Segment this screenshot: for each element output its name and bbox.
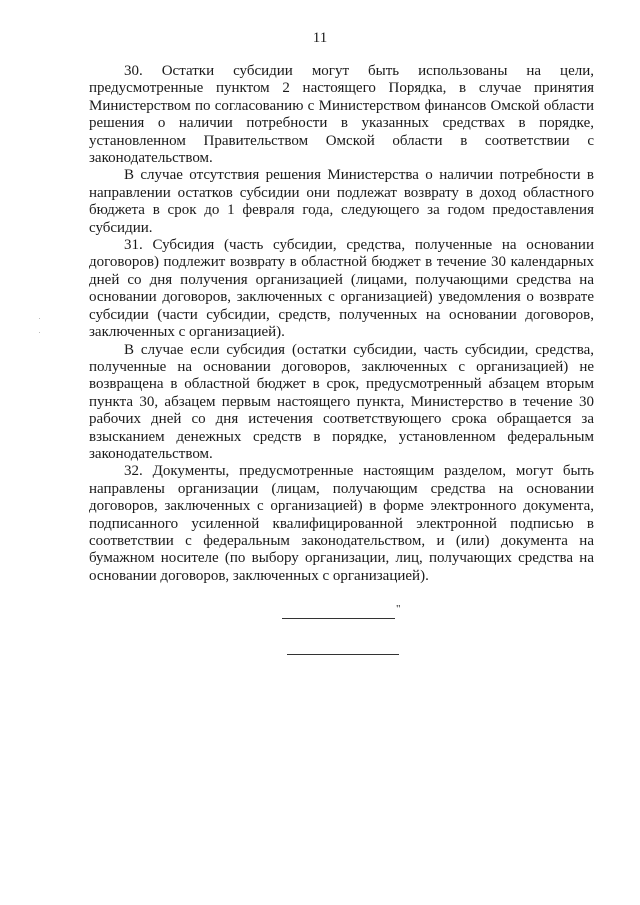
end-separator-line: [287, 654, 399, 655]
page-number: 11: [312, 30, 328, 46]
paragraph-30-second: В случае отсутствия решения Министерства о наличии потребности в направлении остатков субсидии они подлежат возврату в доход областного бюджета в срок до 1 февраля года, следующего за годом предоставления субсидии.: [89, 167, 594, 236]
margin-speck: [39, 332, 40, 333]
closing-separator-line: [282, 618, 395, 619]
paragraph-31: 31. Субсидия (часть субсидии, средства, полученные на основании договоров) подлежит возврату в областной бюджет в течение 30 календарных дней со дня получения организацией (лицами, получающими средства на основании договоров, заключенных с организацией) уведомления о возврате субсидии (части субсидии, средств, полученных на основании договоров, заключенных с организацией).: [89, 237, 594, 341]
margin-speck: [39, 318, 40, 319]
paragraph-30: 30. Остатки субсидии могут быть использованы на цели, предусмотренные пунктом 2 настоящего Порядка, в случае принятия Министерством по согласованию с Министерством финансов Омской области решения о наличии потребности в указанных средствах в порядке, установленном Правительством Омской области в соответствии с законодательством.: [89, 63, 594, 167]
document-body: [89, 63, 594, 585]
closing-quote-mark: ": [396, 603, 401, 615]
paragraph-32: 32. Документы, предусмотренные настоящим разделом, могут быть направлены организации (лицам, получающим средства на основании договоров, заключенных с организацией) в форме электронного документа, подписанного усиленной квалифицированной электронной подписью в соответствии с федеральным законодательством, и (или) документа на бумажном носителе (по выбору организации, лиц, получающих средства на основании договоров, заключенных с организацией).: [89, 463, 594, 584]
paragraph-31-second: В случае если субсидия (остатки субсидии, часть субсидии, средства, полученные на основании договоров, заключенных с организацией) не возвращена в областной бюджет в срок, предусмотренный абзацем вторым пункта 30, абзацем первым настоящего пункта, Министерство в течение 30 рабочих дней со дня истечения соответствующего срока обращается за взысканием денежных средств в порядке, установленном федеральным законодательством.: [89, 341, 594, 462]
